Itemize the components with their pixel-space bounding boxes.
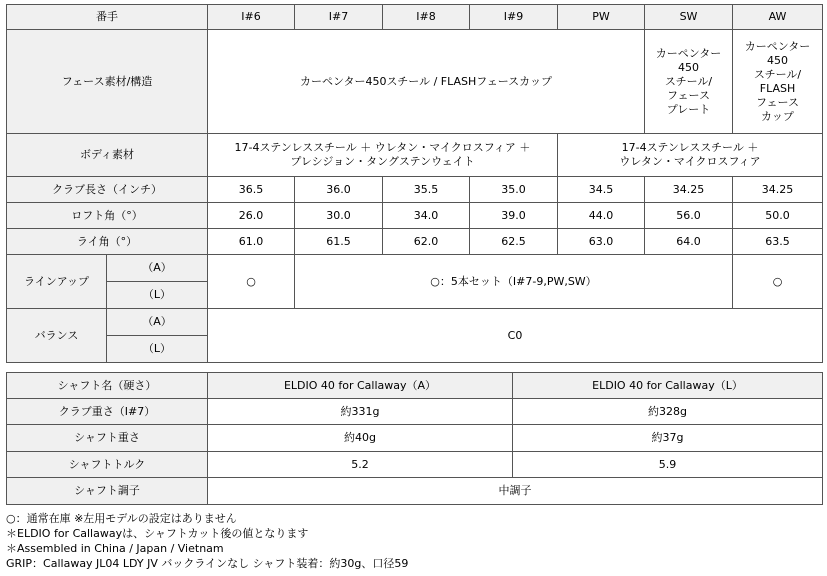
club-length-value: 34.25 xyxy=(645,177,733,203)
face-aw: カーペンター 450 スチール/ FLASH フェース カップ xyxy=(733,30,823,134)
header-col: AW xyxy=(733,5,823,30)
header-col: I#6 xyxy=(208,5,295,30)
club-length-value: 36.0 xyxy=(295,177,383,203)
shaft-weight-a: 約40g xyxy=(208,425,513,452)
club-weight-label: クラブ重さ（I#7） xyxy=(7,399,208,425)
lineup-i6: ○ xyxy=(208,255,295,309)
loft-value: 34.0 xyxy=(383,203,470,229)
body-right: 17-4ステンレススチール ＋ ウレタン・マイクロスフィア xyxy=(558,134,823,177)
loft-value: 26.0 xyxy=(208,203,295,229)
body-label: ボディ素材 xyxy=(7,134,208,177)
shaft-name-row xyxy=(7,373,823,399)
club-weight-l: 約328g xyxy=(513,399,823,425)
balance-value: C0 xyxy=(208,309,823,363)
loft-value: 30.0 xyxy=(295,203,383,229)
loft-value: 44.0 xyxy=(558,203,645,229)
lie-row xyxy=(7,229,823,255)
lineup-aw: ○ xyxy=(733,255,823,309)
shaft-weight-l: 約37g xyxy=(513,425,823,452)
kick-label: シャフト調子 xyxy=(7,478,208,505)
header-row xyxy=(7,5,823,30)
note-line: ＊Assembled in China / Japan / Vietnam xyxy=(6,542,224,555)
note-line: ○：通常在庫 ※左用モデルの設定はありません xyxy=(6,512,237,525)
balance-sub-a: （A） xyxy=(107,309,208,336)
club-length-value: 36.5 xyxy=(208,177,295,203)
lineup-label: ラインアップ xyxy=(7,255,107,309)
kick-row xyxy=(7,478,823,505)
torque-l: 5.9 xyxy=(513,452,823,478)
balance-row-a xyxy=(7,309,823,336)
shaft-name-a: ELDIO 40 for Callaway（A） xyxy=(208,373,513,399)
club-length-value: 34.5 xyxy=(558,177,645,203)
lineup-row-a xyxy=(7,255,823,282)
face-main: カーペンター450スチール / FLASHフェースカップ xyxy=(208,30,645,134)
face-label: フェース素材/構造 xyxy=(7,30,208,134)
club-length-value: 35.5 xyxy=(383,177,470,203)
note-line: GRIP：Callaway JL04 LDY JV バックラインなし シャフト装着：約30g、口径59 xyxy=(6,557,409,570)
body-row xyxy=(7,134,823,177)
lineup-sub-a: （A） xyxy=(107,255,208,282)
loft-value: 56.0 xyxy=(645,203,733,229)
lineup-middle: ○：5本セット（I#7-9,PW,SW） xyxy=(295,255,733,309)
lie-value: 62.0 xyxy=(383,229,470,255)
shaft-name-label: シャフト名（硬さ） xyxy=(7,373,208,399)
balance-label: バランス xyxy=(7,309,107,363)
lie-value: 64.0 xyxy=(645,229,733,255)
face-sw: カーペンター 450 スチール/ フェース プレート xyxy=(645,30,733,134)
shaft-name-l: ELDIO 40 for Callaway（L） xyxy=(513,373,823,399)
header-col: I#9 xyxy=(470,5,558,30)
header-col: I#7 xyxy=(295,5,383,30)
shaft-table xyxy=(6,372,823,505)
header-col: I#8 xyxy=(383,5,470,30)
header-col: SW xyxy=(645,5,733,30)
body-left: 17-4ステンレススチール ＋ ウレタン・マイクロスフィア ＋ プレシジョン・タングステンウェイト xyxy=(208,134,558,177)
note-line: ＊ELDIO for Callawayは、シャフトカット後の値となります xyxy=(6,527,309,540)
club-weight-row xyxy=(7,399,823,425)
shaft-weight-row xyxy=(7,425,823,452)
club-length-label: クラブ長さ（インチ） xyxy=(7,177,208,203)
club-length-value: 34.25 xyxy=(733,177,823,203)
lie-value: 61.5 xyxy=(295,229,383,255)
club-length-value: 35.0 xyxy=(470,177,558,203)
kick-value: 中調子 xyxy=(208,478,823,505)
lie-value: 61.0 xyxy=(208,229,295,255)
loft-label: ロフト角（°） xyxy=(7,203,208,229)
club-weight-a: 約331g xyxy=(208,399,513,425)
lineup-sub-l: （L） xyxy=(107,282,208,309)
loft-value: 39.0 xyxy=(470,203,558,229)
spec-table xyxy=(6,4,823,363)
lie-value: 63.0 xyxy=(558,229,645,255)
torque-a: 5.2 xyxy=(208,452,513,478)
lie-value: 63.5 xyxy=(733,229,823,255)
lie-value: 62.5 xyxy=(470,229,558,255)
torque-label: シャフトトルク xyxy=(7,452,208,478)
notes xyxy=(6,511,822,571)
club-length-row xyxy=(7,177,823,203)
header-label: 番手 xyxy=(7,5,208,30)
loft-value: 50.0 xyxy=(733,203,823,229)
lie-label: ライ角（°） xyxy=(7,229,208,255)
torque-row xyxy=(7,452,823,478)
header-col: PW xyxy=(558,5,645,30)
loft-row xyxy=(7,203,823,229)
face-row xyxy=(7,30,823,134)
shaft-weight-label: シャフト重さ xyxy=(7,425,208,452)
balance-sub-l: （L） xyxy=(107,336,208,363)
